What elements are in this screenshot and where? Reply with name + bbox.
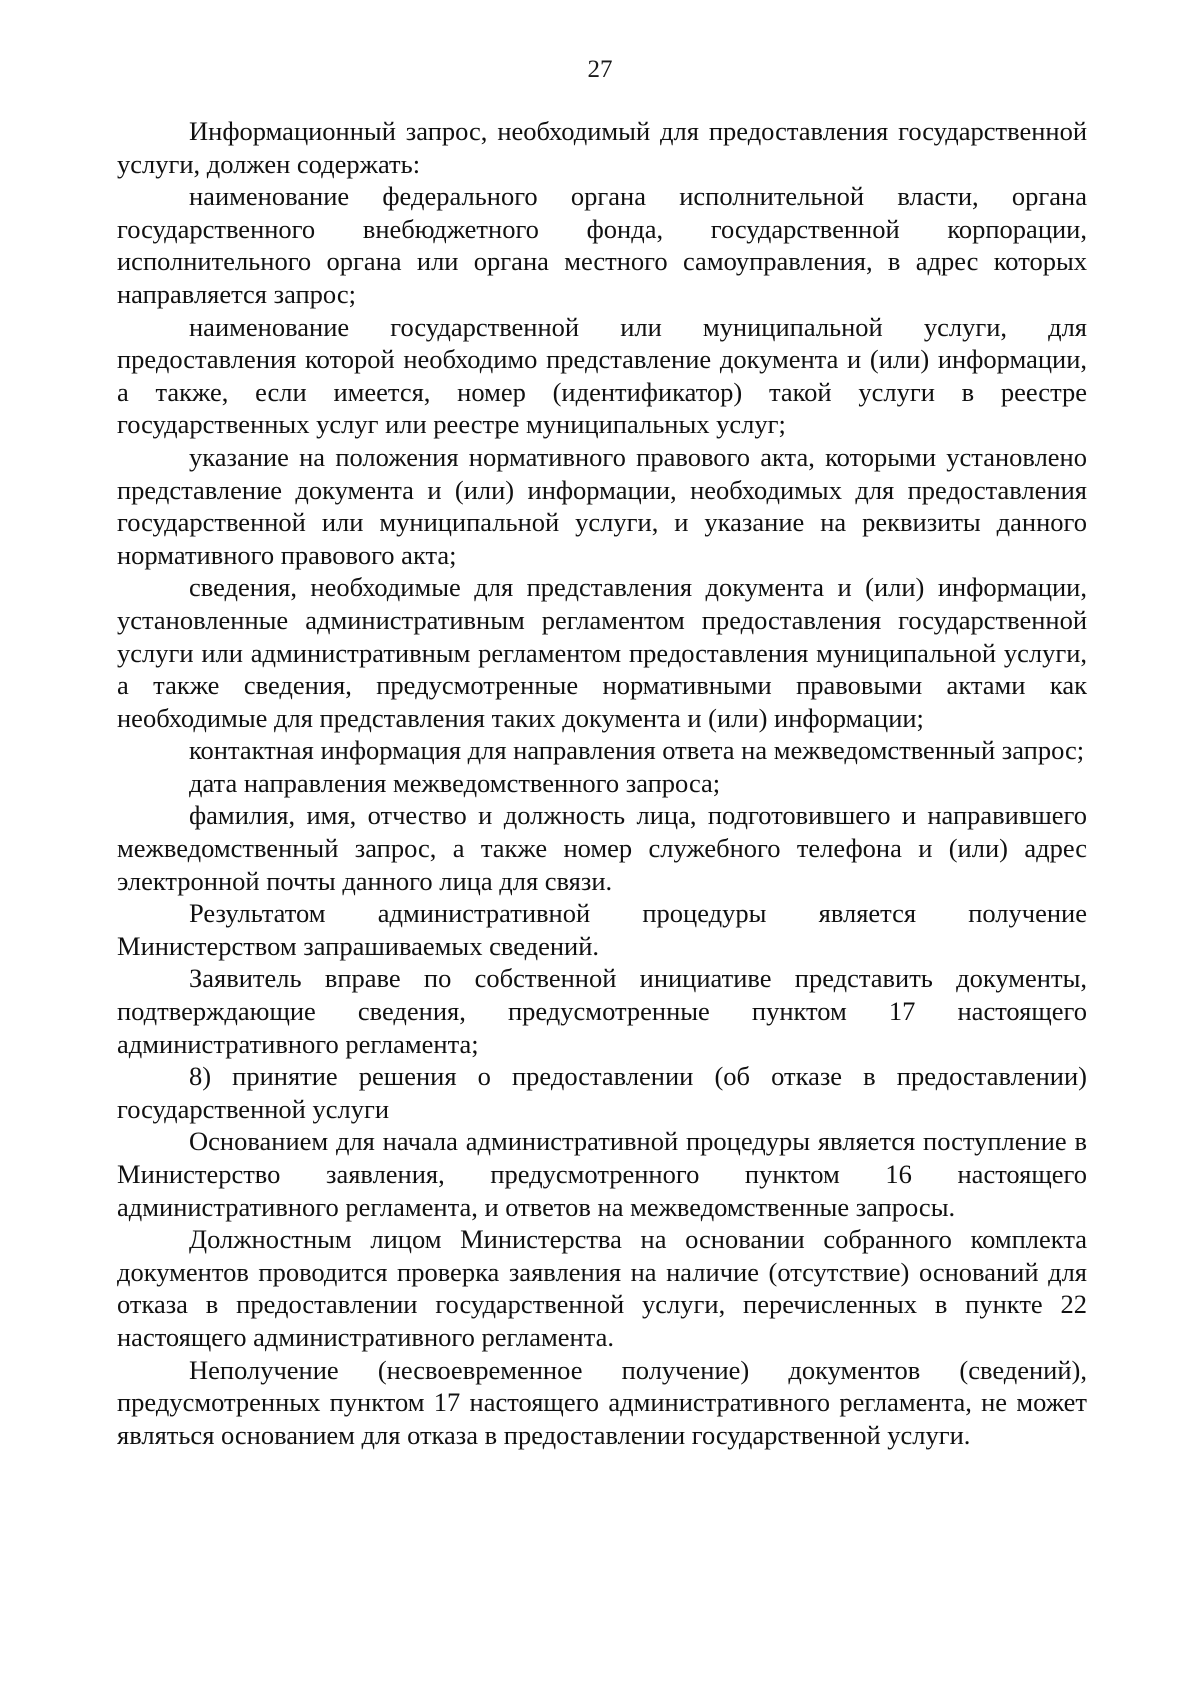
document-body xyxy=(117,115,1087,1451)
paragraph-applicant-right: Заявитель вправе по собственной инициативе представить документы, подтверждающие сведения, предусмотренные пунктом 17 настоящего административного регламента; xyxy=(117,963,1087,1059)
paragraph-decision-heading: 8) принятие решения о предоставлении (об отказе в предоставлении) государственной услуги xyxy=(117,1061,1087,1124)
page-number: 27 xyxy=(587,56,613,83)
paragraph-non-receipt: Неполучение (несвоевременное получение) документов (сведений), предусмотренных пунктом 17 настоящего административного регламента, не может являться основанием для отказа в предоставлении государственной услуги. xyxy=(117,1354,1087,1450)
paragraph-required-info: сведения, необходимые для представления документа и (или) информации, установленные административным регламентом предоставления государственной услуги или административным регламентом предоставления муниципальной услуги, а также сведения, предусмотренные нормативными правовыми актами как необходимые для представления таких документа и (или) информации; xyxy=(117,572,1087,733)
paragraph-contact-info: контактная информация для направления ответа на межведомственный запрос; xyxy=(189,735,1085,766)
paragraph-procedure-basis: Основанием для начала административной процедуры является поступление в Министерство заявления, предусмотренного пунктом 16 настоящего административного регламента, и ответов на межведомственные запросы. xyxy=(117,1126,1087,1222)
paragraph-info-request: Информационный запрос, необходимый для предоставления государственной услуги, должен содержать: xyxy=(117,116,1087,179)
paragraph-service-name: наименование государственной или муниципальной услуги, для предоставления которой необходимо представление документа и (или) информации, а также, если имеется, номер (идентификатор) такой услуги в реестре государственных услуг или реестре муниципальных услуг; xyxy=(117,311,1087,440)
paragraph-authority-name: наименование федерального органа исполнительной власти, органа государственного внебюджетного фонда, государственной корпорации, исполнительного органа или органа местного самоуправления, в адрес которых направляется запрос; xyxy=(117,181,1087,309)
paragraph-responsible-person: фамилия, имя, отчество и должность лица, подготовившего и направившего межведомственный запрос, а также номер служебного телефона и (или) адрес электронной почты данного лица для связи. xyxy=(117,800,1087,896)
paragraph-procedure-result: Результатом административной процедуры является получение Министерством запрашиваемых сведений. xyxy=(117,898,1087,961)
paragraph-application-check: Должностным лицом Министерства на основании собранного комплекта документов проводится проверка заявления на наличие (отсутствие) оснований для отказа в предоставлении государственной услуги, перечисленных в пункте 22 настоящего административного регламента. xyxy=(117,1224,1087,1352)
paragraph-legal-act: указание на положения нормативного правового акта, которыми установлено представление документа и (или) информации, необходимых для предоставления государственной или муниципальной услуги, и указание на реквизиты данного нормативного правового акта; xyxy=(117,441,1087,570)
paragraph-request-date: дата направления межведомственного запроса; xyxy=(189,767,721,798)
